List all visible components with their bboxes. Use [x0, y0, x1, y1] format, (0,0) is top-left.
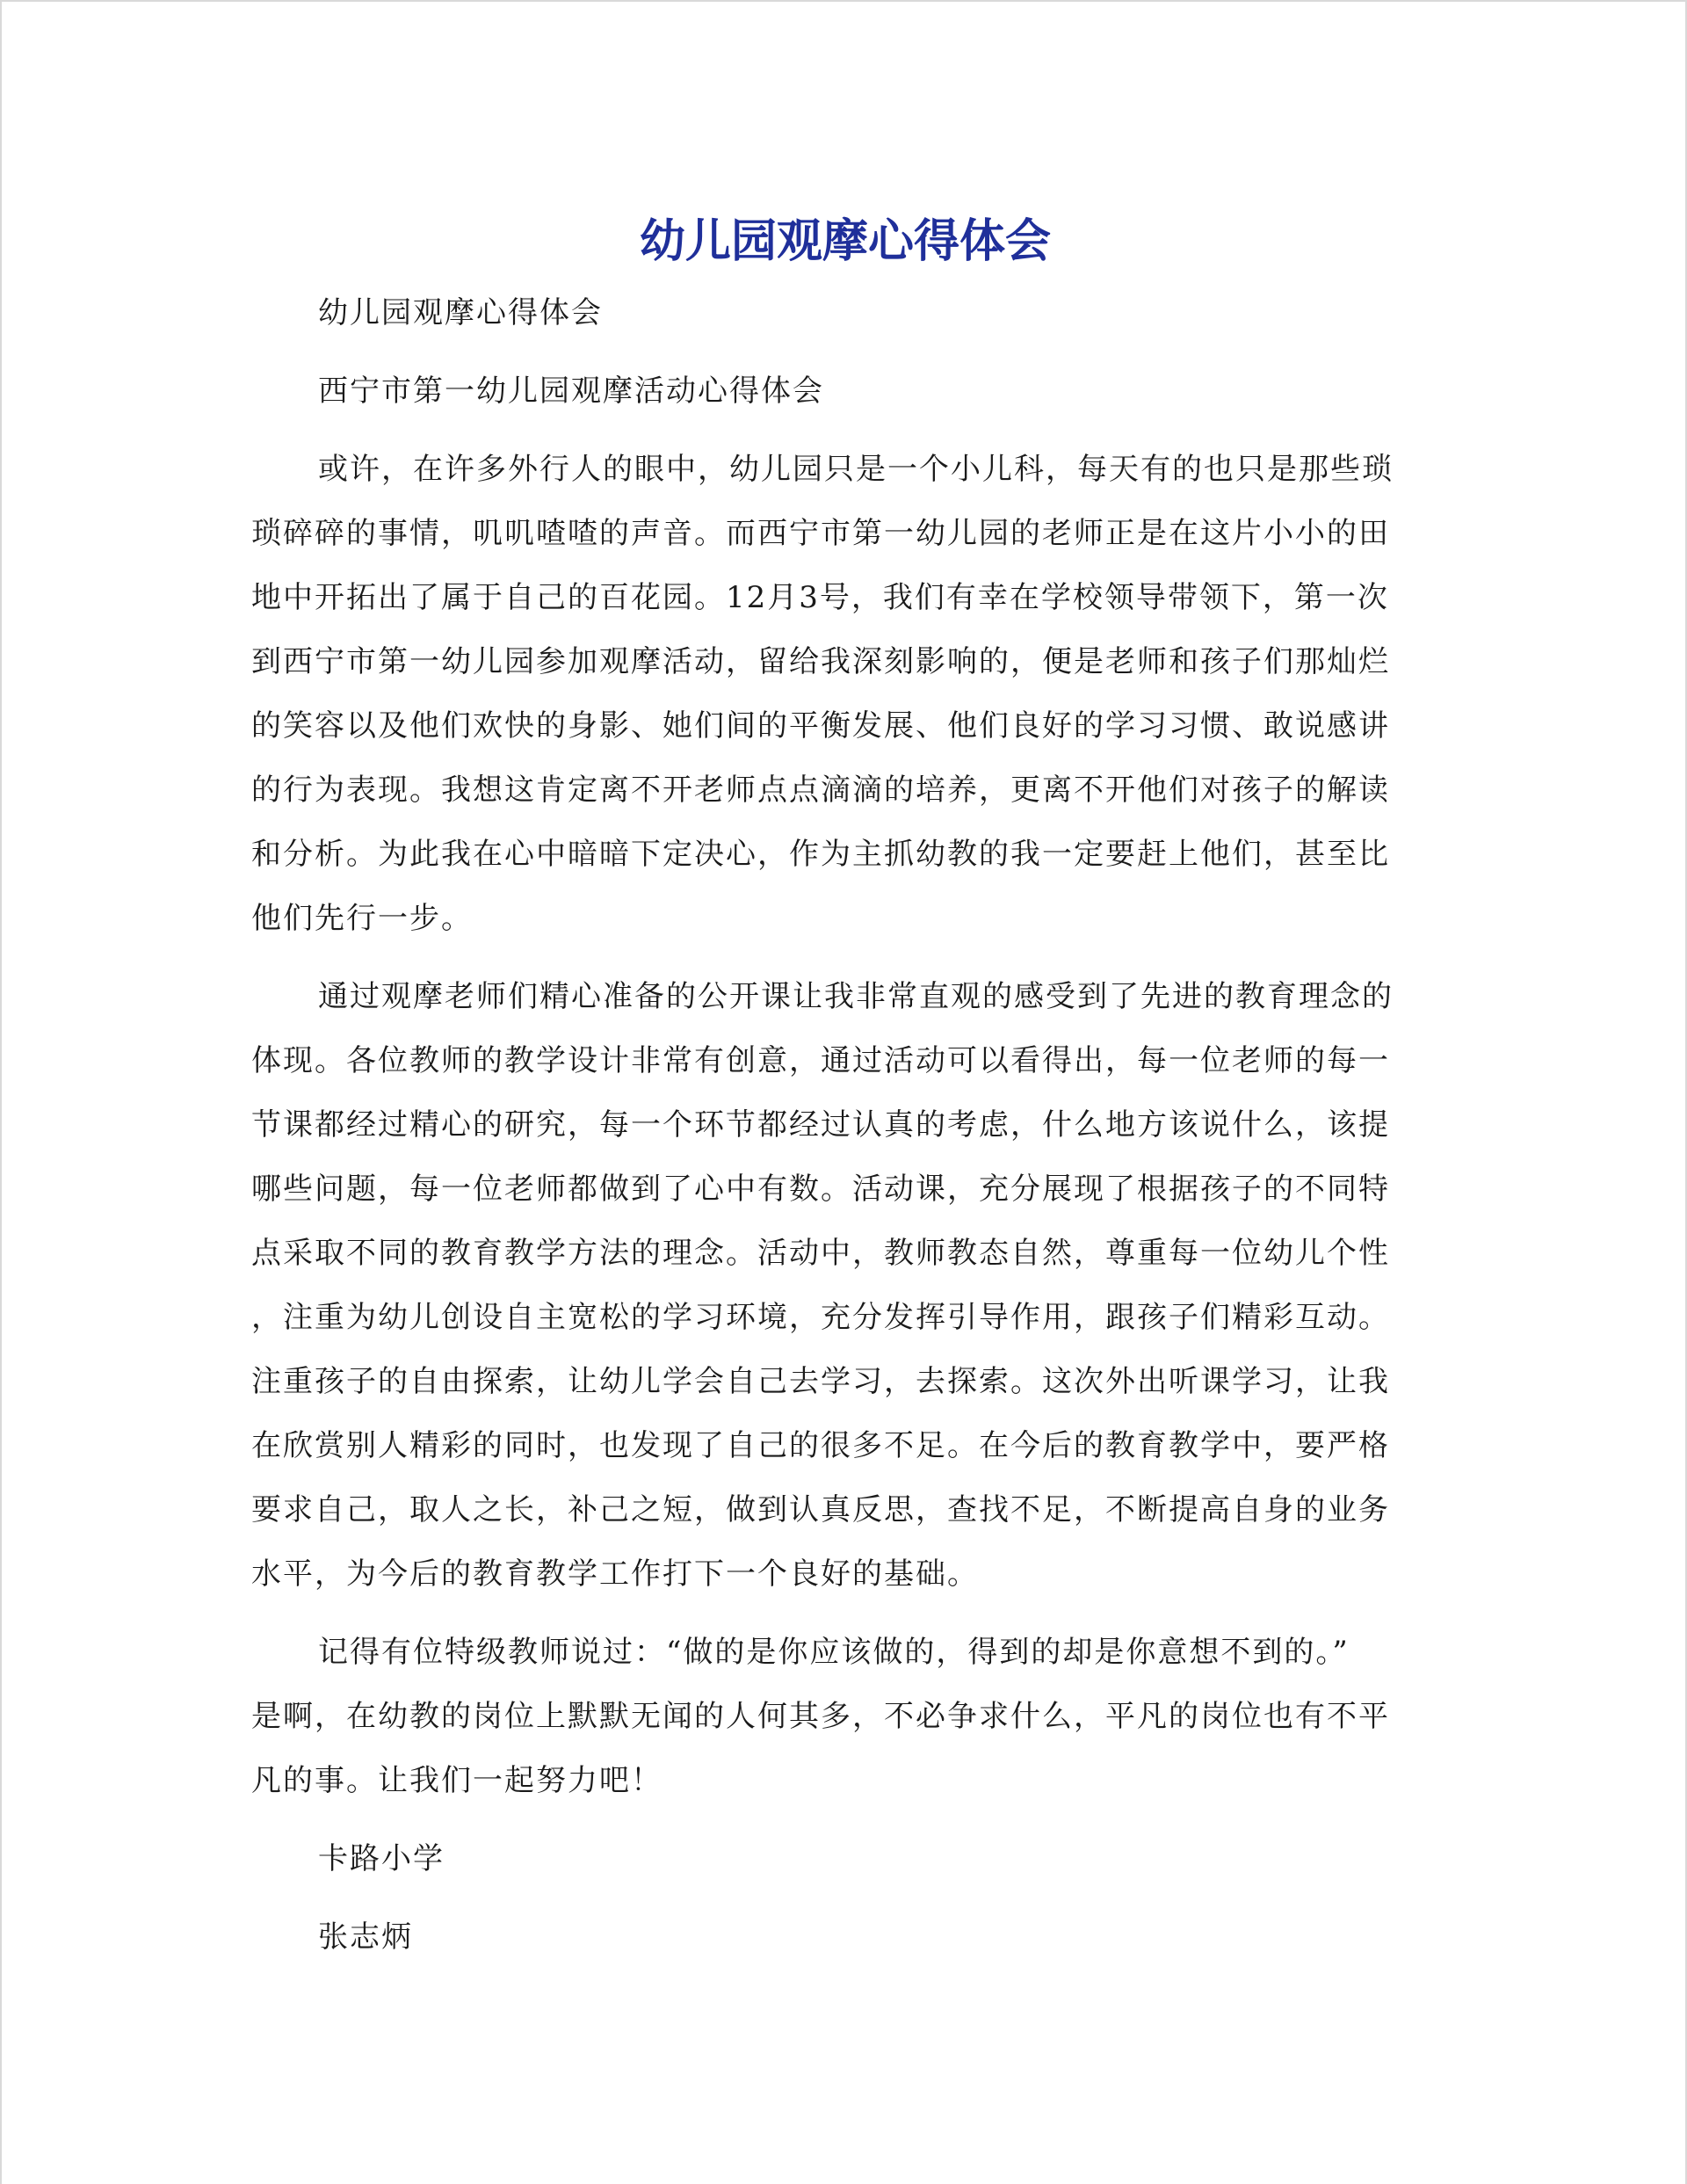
- paragraph-line: ，注重为幼儿创设自主宽松的学习环境，充分发挥引导作用，跟孩子们精彩互动。: [251, 1300, 1390, 1335]
- paragraph-3: [251, 1621, 1442, 1813]
- subtitle-2: 西宁市第一幼儿园观摩活动心得体会: [318, 374, 824, 409]
- paragraph-line: 节课都经过精心的研究，每一个环节都经过认真的考虑，什么地方该说什么，该提: [251, 1107, 1390, 1143]
- paragraph-line: 水平，为今后的教育教学工作打下一个良好的基础。: [251, 1556, 979, 1592]
- paragraph-line: 点采取不同的教育教学方法的理念。活动中，教师教态自然，尊重每一位幼儿个性: [251, 1236, 1390, 1271]
- paragraph-line: 凡的事。让我们一起努力吧！: [251, 1763, 662, 1798]
- paragraph-line: 的笑容以及他们欢快的身影、她们间的平衡发展、他们良好的学习习惯、敢说感讲: [251, 708, 1390, 744]
- paragraph-line: 哪些问题，每一位老师都做到了心中有数。活动课，充分展现了根据孩子的不同特: [251, 1172, 1390, 1207]
- document-body: [251, 281, 1442, 1984]
- paragraph-line: 地中开拓出了属于自己的百花园。12月3号，我们有幸在学校领导带领下，第一次: [251, 580, 1389, 615]
- paragraph-line: 和分析。为此我在心中暗暗下定决心，作为主抓幼教的我一定要赶上他们，甚至比: [251, 837, 1390, 872]
- school-name: 卡路小学: [318, 1841, 445, 1876]
- paragraph-line: 琐碎碎的事情，叽叽喳喳的声音。而西宁市第一幼儿园的老师正是在这片小小的田: [251, 516, 1390, 551]
- paragraph-line: 的行为表现。我想这肯定离不开老师点点滴滴的培养，更离不开他们对孩子的解读: [251, 773, 1390, 808]
- paragraph-line: 记得有位特级教师说过：“做的是你应该做的，得到的却是你意想不到的。”: [318, 1635, 1350, 1670]
- paragraph-line: 他们先行一步。: [251, 901, 473, 936]
- paragraph-2: [251, 965, 1442, 1607]
- paragraph-line: 是啊，在幼教的岗位上默默无闻的人何其多，不必争求什么，平凡的岗位也有不平: [251, 1699, 1390, 1734]
- paragraph-1: [251, 438, 1442, 951]
- paragraph-line: 在欣赏别人精彩的同时，也发现了自己的很多不足。在今后的教育教学中，要严格: [251, 1428, 1390, 1463]
- subtitle-1: 幼儿园观摩心得体会: [318, 295, 603, 330]
- author-name: 张志炳: [318, 1919, 413, 1955]
- document-title: 幼儿园观摩心得体会: [639, 215, 1051, 268]
- paragraph-line: 注重孩子的自由探索，让幼儿学会自己去学习，去探索。这次外出听课学习，让我: [251, 1364, 1390, 1399]
- paragraph-line: 体现。各位教师的教学设计非常有创意，通过活动可以看得出，每一位老师的每一: [251, 1043, 1390, 1078]
- paragraph-line: 通过观摩老师们精心准备的公开课让我非常直观的感受到了先进的教育理念的: [318, 979, 1394, 1014]
- paragraph-line: 或许，在许多外行人的眼中，幼儿园只是一个小儿科，每天有的也只是那些琐: [318, 452, 1394, 487]
- paragraph-line: 要求自己，取人之长，补己之短，做到认真反思，查找不足，不断提高自身的业务: [251, 1492, 1390, 1527]
- paragraph-line: 到西宁市第一幼儿园参加观摩活动，留给我深刻影响的，便是老师和孩子们那灿烂: [251, 644, 1390, 679]
